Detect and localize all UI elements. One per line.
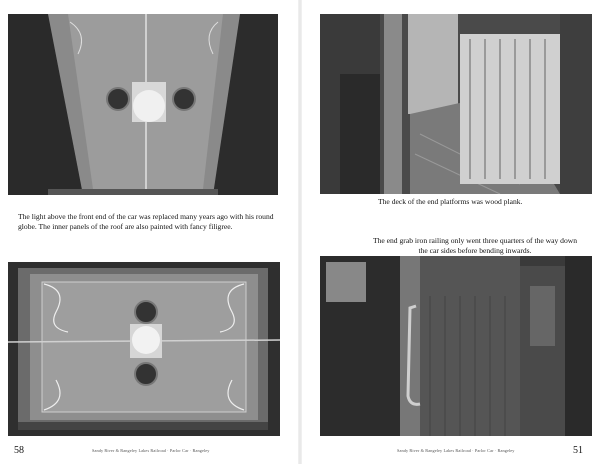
end-platform-photo xyxy=(320,14,592,194)
grab-iron-caption: The end grab iron railing only went three quarters of the way down the car sides before bending inwards. xyxy=(372,236,578,255)
ceiling-lamp-photo xyxy=(8,14,278,195)
right-page xyxy=(300,0,600,464)
footer-right: Sandy River & Rangeley Lakes Railroad · Parlor Car · Rangeley xyxy=(397,448,515,453)
page-number-left: 58 xyxy=(14,445,24,456)
page-number-right: 51 xyxy=(573,445,583,456)
end-platform-caption: The deck of the end platforms was wood plank. xyxy=(378,197,523,206)
painted-ceiling-photo xyxy=(8,262,280,436)
footer-left: Sandy River & Rangeley Lakes Railroad · Parlor Car · Rangeley xyxy=(92,448,210,453)
ceiling-caption: The light above the front end of the car was replaced many years ago with his round globe. The inner panels of the roof are also painted with fancy filigree. xyxy=(18,212,274,231)
grab-iron-photo xyxy=(320,256,592,436)
